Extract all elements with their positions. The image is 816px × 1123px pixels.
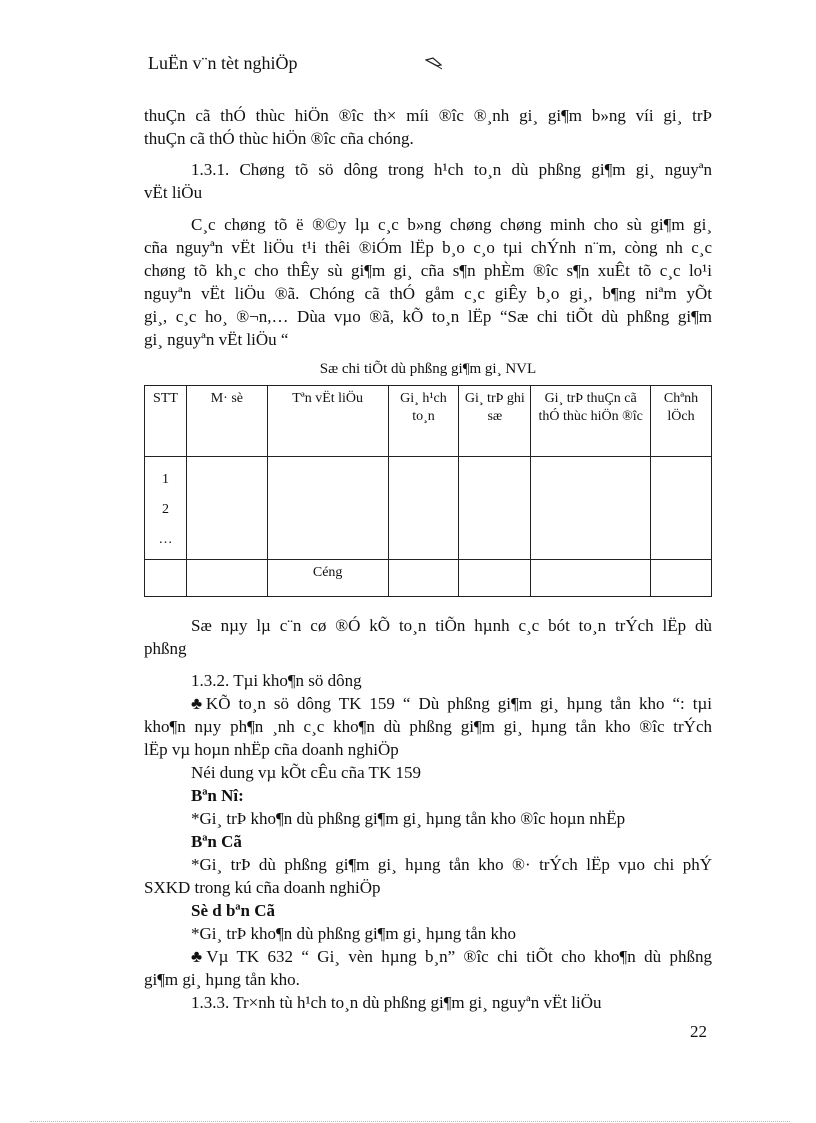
table-total-row	[145, 560, 712, 597]
table-header-row	[145, 386, 712, 457]
table-cell	[651, 457, 712, 560]
table-cell	[531, 560, 651, 597]
text-line: *Gi¸ trÞ kho¶n dù phßng gi¶m gi¸ hµng tån kho ®îc hoµn nhËp	[191, 809, 626, 828]
table-cell	[459, 457, 531, 560]
text-line: thuÇn cã thÓ thùc hiÖn ®îc cña chóng.	[144, 129, 414, 148]
text-line: phßng	[144, 639, 187, 658]
ledger-table	[144, 385, 712, 597]
text-line: ♣KÕ to¸n sö dông TK 159 “ Dù phßng gi¶m gi¸ hµng tån kho “: tµi	[191, 694, 712, 713]
table-caption: Sæ chi tiÕt dù phßng gi¶m gi¸ NVL	[319, 361, 537, 377]
text-line: gi¶m gi¸ hµng tån kho.	[144, 970, 300, 989]
text-line: C¸c chøng tõ ë ®©y lµ c¸c b»ng chøng chøng minh cho sù gi¶m gi¸	[191, 215, 712, 234]
table-body-row	[145, 457, 712, 560]
ben-co-label: Bªn Cã	[191, 832, 242, 851]
text-line: gi¸ nguyªn vËt liÖu “	[144, 330, 289, 349]
section-heading-131	[144, 158, 712, 204]
page-edge-divider	[30, 1121, 790, 1122]
total-label: Céng	[267, 560, 388, 597]
quill-icon	[425, 56, 443, 70]
table-cell	[186, 457, 267, 560]
text-line: Néi dung vµ kÕt cÊu cña TK 159	[191, 763, 421, 782]
text-line: cña nguyªn vËt liÖu t¹i thêi ®iÓm lËp b¸o c¸o tµi chÝnh n¨m, còng nh c¸c	[144, 238, 712, 257]
ben-no-label: Bªn Nî:	[191, 786, 244, 805]
row-number: 2	[161, 502, 169, 517]
text-line: lËp vµ hoµn nhËp cña doanh nghiÖp	[144, 740, 399, 759]
col-header-gia-hach-toan: Gi¸ h¹ch to¸n	[388, 386, 459, 457]
text-line: chøng tõ kh¸c cho thÊy sù gi¶m gi¸ cña s¶n phÈm ®îc s¶n xuÊt tõ c¸c lo¹i	[144, 261, 712, 280]
text-line: *Gi¸ trÞ dù phßng gi¶m gi¸ hµng tån kho ®· trÝch lËp vµo chi phÝ	[191, 855, 712, 874]
table-cell	[459, 560, 531, 597]
col-header-chenh-lech: Chªnh lÖch	[651, 386, 712, 457]
col-header-ten-vat-lieu: Tªn vËt liÖu	[267, 386, 388, 457]
section-heading-132: 1.3.2. Tµi kho¶n sö dông	[191, 671, 362, 690]
text-line: nguyªn vËt liÖu ®ã. Chóng cã thÓ gåm c¸c giÊy b¸o gi¸, b¶ng niªm yÕt	[144, 284, 712, 303]
row-number: 1	[161, 472, 169, 487]
paragraph-1	[144, 104, 712, 150]
col-header-ma-so: M· sè	[186, 386, 267, 457]
text-line: kho¶n nµy ph¶n ¸nh c¸c kho¶n dù phßng gi¶m gi¸ hµng tån kho ®îc trÝch	[144, 717, 712, 736]
text-line: 1.3.1. Chøng tõ sö dông trong h¹ch to¸n dù phßng gi¶m gi¸ nguyªn	[191, 160, 712, 179]
stt-cell	[145, 457, 187, 560]
text-line: thuÇn cã thÓ thùc hiÖn ®îc th× míi ®îc ®¸nh gi¸ gi¶m b»ng víi gi¸ trÞ	[144, 106, 712, 125]
table-cell	[186, 560, 267, 597]
section-heading-133: 1.3.3. Tr×nh tù h¹ch to¸n dù phßng gi¶m gi¸ nguyªn vËt liÖu	[191, 993, 602, 1012]
section-132	[144, 669, 712, 1014]
table-cell	[267, 457, 388, 560]
table-cell	[531, 457, 651, 560]
row-number: …	[158, 532, 173, 547]
page-number: 22	[690, 1022, 707, 1041]
col-header-gia-tri-ghi-so: Gi¸ trÞ ghi sæ	[459, 386, 531, 457]
text-line: Sæ nµy lµ c¨n cø ®Ó kÕ to¸n tiÕn hµnh c¸c bót to¸n trÝch lËp dù	[191, 616, 712, 635]
col-header-stt: STT	[145, 386, 187, 457]
col-header-gia-tri-thuan: Gi¸ trÞ thuÇn cã thÓ thùc hiÖn ®îc	[531, 386, 651, 457]
table-cell	[388, 457, 459, 560]
so-du-label: Sè d bªn Cã	[191, 901, 275, 920]
text-line: vËt liÖu	[144, 183, 203, 202]
running-header: LuËn v¨n tèt nghiÖp	[148, 53, 298, 73]
text-line: gi¸, c¸c ho¸ ®¬n,… Dùa vµo ®ã, kÕ to¸n lËp “Sæ chi tiÕt dù phßng gi¶m	[144, 307, 712, 326]
paragraph-2	[144, 213, 712, 351]
text-line: *Gi¸ trÞ kho¶n dù phßng gi¶m gi¸ hµng tån kho	[191, 924, 517, 943]
table-cell	[388, 560, 459, 597]
text-line: ♣Vµ TK 632 “ Gi¸ vèn hµng b¸n” ®îc chi tiÕt cho kho¶n dù phßng	[191, 947, 712, 966]
paragraph-3	[144, 614, 712, 660]
table-cell	[651, 560, 712, 597]
table-cell	[145, 560, 187, 597]
text-line: SXKD trong kú cña doanh nghiÖp	[144, 878, 381, 897]
